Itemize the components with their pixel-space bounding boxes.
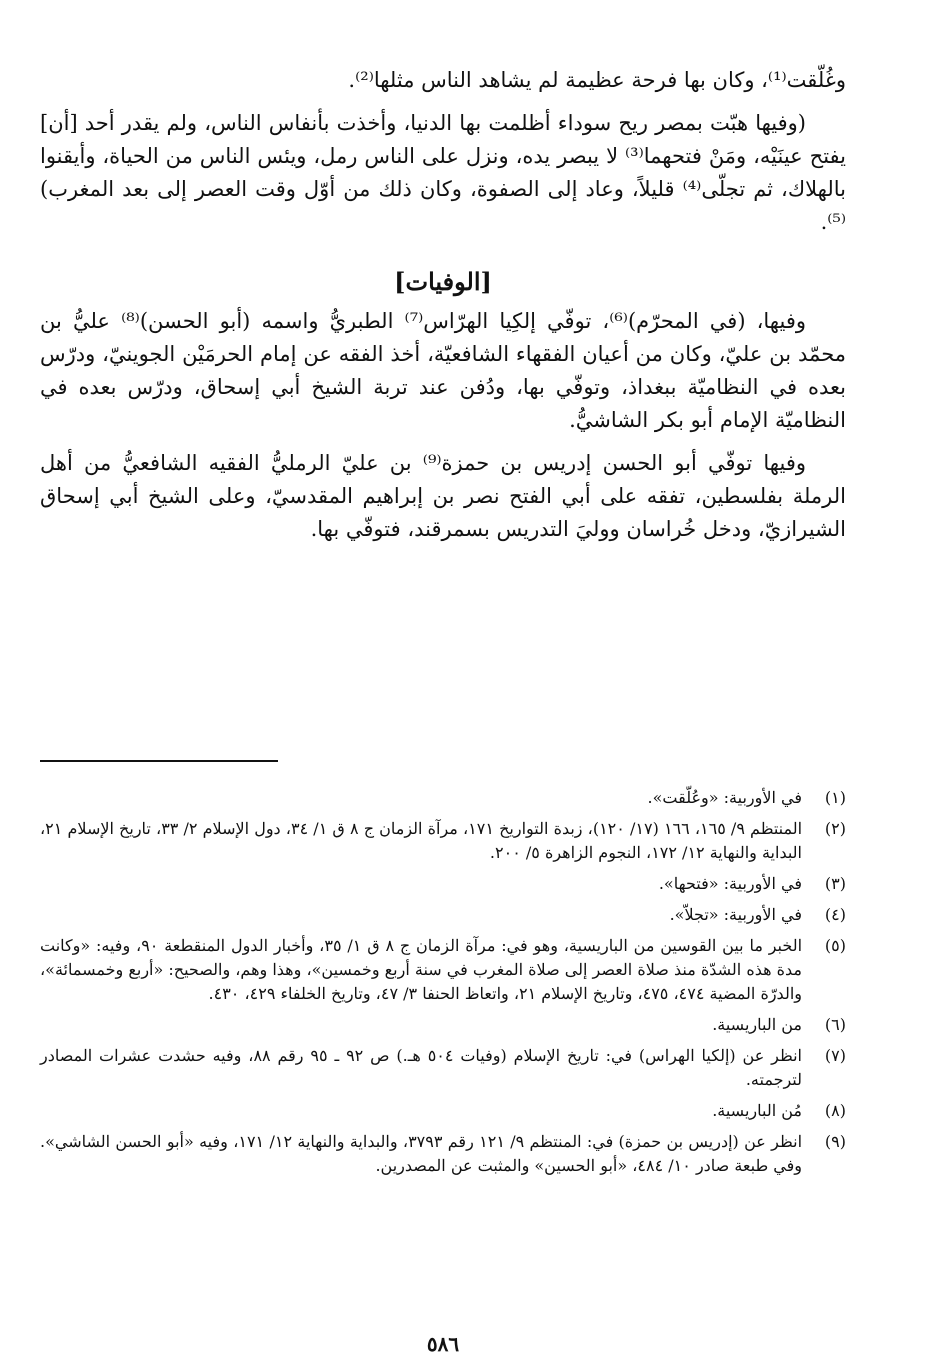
footnote-text: في الأوربية: «تجلاّ». — [669, 905, 802, 924]
footnote — [40, 1013, 846, 1037]
paragraph-2: (وفيها هبّت بمصر ريح سوداء أظلمت بها الدنيا، وأخذت بأنفاس الناس، ولم يقدر أحد [أن] يفتح عينَيْه، ومَنْ فتحهما⁽³⁾ لا يبصر يده، ونزل على الناس رمل، ويئس الناس من الحياة، وأيقنوا بالهلاك، ثم تجلّى⁽⁴⁾ قليلاً، وعاد إلى الصفوة، وكان ذلك من أوّل وقت العصر إلى بعد المغرب)⁽⁵⁾. — [40, 111, 846, 234]
footnote — [40, 1099, 846, 1123]
footnote — [40, 903, 846, 927]
footnote-number: (٧) — [824, 1046, 846, 1065]
footnote — [40, 872, 846, 896]
document-page — [40, 64, 846, 1354]
footnote-number: (٣) — [824, 874, 846, 893]
paragraph-3: وفيها، (في المحرّم)⁽⁶⁾، توفّي إلكِيا الهرّاس⁽⁷⁾ الطبريُّ واسمه (أبو الحسن)⁽⁸⁾ عليُّ بن محمّد بن عليّ، وكان من أعيان الفقهاء الشافعيّة، أخذ الفقه عن إمام الحرمَيْن الجوينيّ، ودرّس بعده في النظاميّة ببغداذ، وتوفّي بها، ودُفن عند تربة الشيخ أبي إسحاق، ودرّس بعده في النظاميّة الإمام أبو بكر الشاشيُّ. — [40, 309, 846, 432]
footnote-text: الخبر ما بين القوسين من الباريسية، وهو في: مرآة الزمان ج ٨ ق ١/ ٣٥، وأخبار الدول المنقطعة ٩٠، وفيه: «وكانت مدة هذه الشدّة منذ صلاة العصر إلى صلاة المغرب في سنة أربع وخمسين»، وهذا وهم، والصحيح: «أربع وخمسمائة»، والدرّة المضية ٤٧٤، ٤٧٥، وتاريخ الإسلام ٢١، واتعاظ الحنفا ٣/ ٤٧، وتاريخ الخلفاء ٤٢٩، ٤٣٠. — [40, 936, 803, 1003]
footnote-number: (٩) — [824, 1132, 846, 1151]
footnote-text: مُن الباريسية. — [712, 1101, 802, 1120]
footnote-number: (١) — [824, 788, 846, 807]
footnote-text: انظر عن (إلكيا الهراس) في: تاريخ الإسلام (وفيات ٥٠٤ هـ.) ص ٩٢ ـ ٩٥ رقم ٨٨، وفيه حشدت عشرات المصادر لترجمته. — [40, 1046, 802, 1089]
footnote-text: في الأوربية: «فتحها». — [658, 874, 802, 893]
footnote — [40, 1044, 846, 1092]
footnote-text: انظر عن (إدريس بن حمزة) في: المنتظم ٩/ ١٢١ رقم ٣٧٩٣، والبداية والنهاية ١٢/ ١٧١، وفيه «أبو الحسن الشاشي». وفي طبعة صادر ١٠/ ٤٨٤، «أبو الحسين» والمثبت عن المصدرين. — [40, 1132, 803, 1175]
paragraph-1: وغُلّقت⁽¹⁾، وكان بها فرحة عظيمة لم يشاهد الناس مثلها⁽²⁾. — [348, 68, 846, 92]
section-heading: [الوفيات] — [394, 267, 492, 296]
footnote-number: (٢) — [824, 819, 846, 838]
page-number: ٥٨٦ — [426, 1332, 460, 1356]
footnote-number: (٨) — [824, 1101, 846, 1120]
paragraph-4: وفيها توفّي أبو الحسن إدريس بن حمزة⁽⁹⁾ بن عليّ الرمليُّ الفقيه الشافعيُّ من أهل الرملة بفلسطين، تفقه على أبي الفتح نصر بن إبراهيم المقدسيّ، وعلى الشيخ أبي إسحاق الشيرازيّ، ودخل خُراسان ووليَ التدريس بسمرقند، فتوفّي بها. — [40, 451, 846, 541]
footnote-number: (٦) — [824, 1015, 846, 1034]
footnote — [40, 1130, 846, 1178]
footnote-separator — [40, 760, 278, 762]
footnote-text: المنتظم ٩/ ١٦٥، ١٦٦ (١٧/ ١٢٠)، زبدة التواريخ ١٧١، مرآة الزمان ج ٨ ق ١/ ٣٤، دول الإسلام ٢/ ٣٣، تاريخ الإسلام ٢١، البداية والنهاية ١٢/ ١٧٢، النجوم الزاهرة ٥/ ٢٠٠. — [40, 819, 803, 862]
footnotes — [40, 786, 846, 1185]
footnote — [40, 817, 846, 865]
footnote — [40, 934, 846, 1006]
footnote-text: من الباريسية. — [712, 1015, 802, 1034]
footnote — [40, 786, 846, 810]
footnote-number: (٤) — [824, 905, 846, 924]
footnote-number: (٥) — [824, 936, 846, 955]
main-text — [40, 64, 846, 546]
footnote-text: في الأوربية: «وعُلّقت». — [647, 788, 802, 807]
